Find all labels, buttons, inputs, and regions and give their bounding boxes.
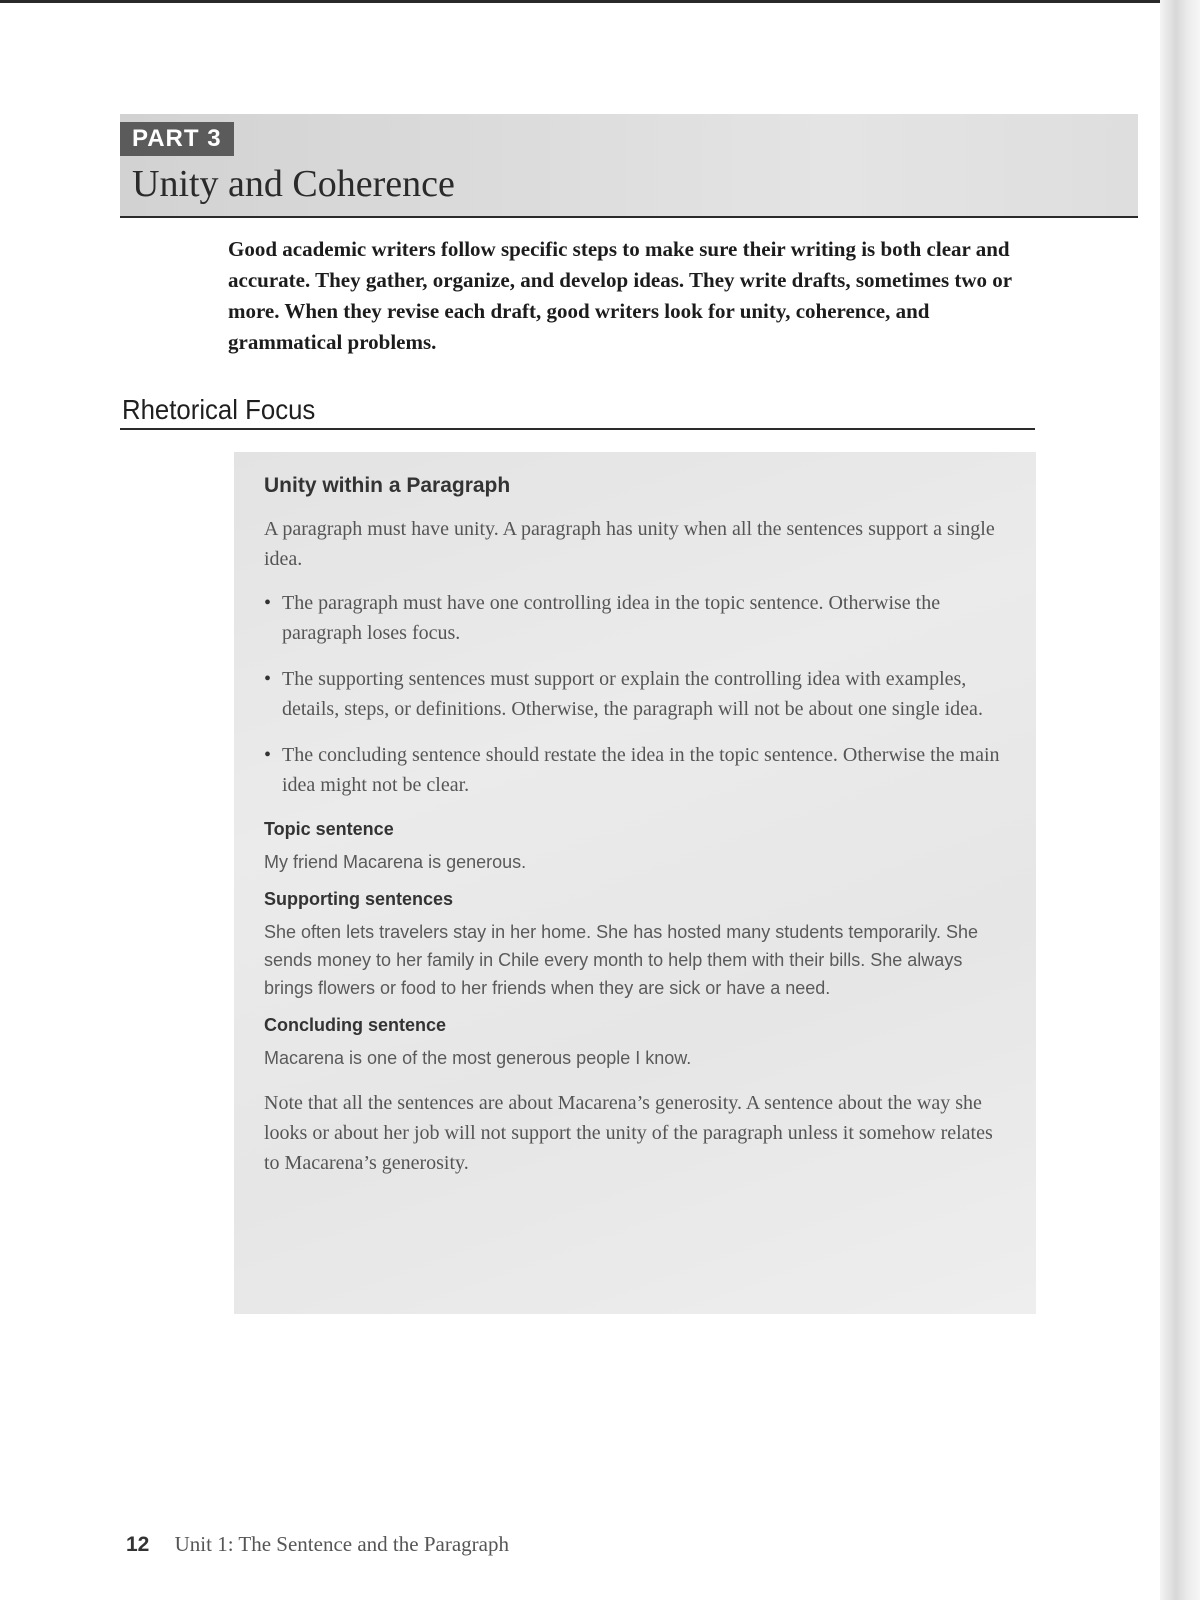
supporting-sentences-heading: Supporting sentences <box>264 889 454 909</box>
topic-sentence-text: My friend Macarena is generous. <box>264 852 527 872</box>
box-title: Unity within a Paragraph <box>264 474 511 497</box>
list-item <box>264 664 1008 724</box>
list-item-text: The paragraph must have one controlling idea in the topic sentence. Otherwise the paragraph loses focus. <box>282 592 941 644</box>
list-item <box>264 740 1008 800</box>
page-number: 12 <box>126 1533 150 1556</box>
intro-paragraph: Good academic writers follow specific steps to make sure their writing is both clear and accurate. They gather, organize, and develop ideas. They write drafts, sometimes two or more. When they revise each draft, good writers look for unity, coherence, and grammatical problems. <box>228 237 1012 354</box>
rhetorical-focus-box <box>234 452 1036 1314</box>
bullet-icon: • <box>264 744 272 766</box>
top-rule <box>0 0 1165 3</box>
section-heading: Rhetorical Focus <box>122 394 316 425</box>
part-banner <box>120 114 1138 218</box>
unity-rules-list <box>264 588 1008 800</box>
page-footer <box>126 1530 509 1559</box>
box-note-paragraph: Note that all the sentences are about Macarena’s generosity. A sentence about the way she looks or about her job will not support the unity of the paragraph unless it somehow relates to Macarena’s generosity. <box>264 1092 993 1174</box>
running-title: Unit 1: The Sentence and the Paragraph <box>174 1532 509 1556</box>
list-item-text: The concluding sentence should restate the idea in the topic sentence. Otherwise the main idea might not be clear. <box>282 744 1000 796</box>
concluding-sentence-heading: Concluding sentence <box>264 1015 447 1035</box>
section-rule <box>120 428 1035 430</box>
part-label: PART 3 <box>120 122 234 156</box>
bullet-icon: • <box>264 592 272 614</box>
list-item-text: The supporting sentences must support or explain the controlling idea with examples, details, steps, or definitions. Otherwise, the paragraph will not be about one single idea. <box>282 668 983 720</box>
page-edge-shadow <box>1160 0 1200 1600</box>
bullet-icon: • <box>264 668 272 690</box>
supporting-sentences-text: She often lets travelers stay in her home. She has hosted many students temporarily. She sends money to her family in Chile every month to help them with their bills. She always brings flowers or food to her friends when they are sick or have a need. <box>264 922 979 998</box>
part-title: Unity and Coherence <box>132 163 455 205</box>
box-lead-paragraph: A paragraph must have unity. A paragraph has unity when all the sentences support a single idea. <box>264 518 995 570</box>
concluding-sentence-text: Macarena is one of the most generous people I know. <box>264 1048 692 1068</box>
list-item <box>264 588 1008 648</box>
topic-sentence-heading: Topic sentence <box>264 819 394 839</box>
